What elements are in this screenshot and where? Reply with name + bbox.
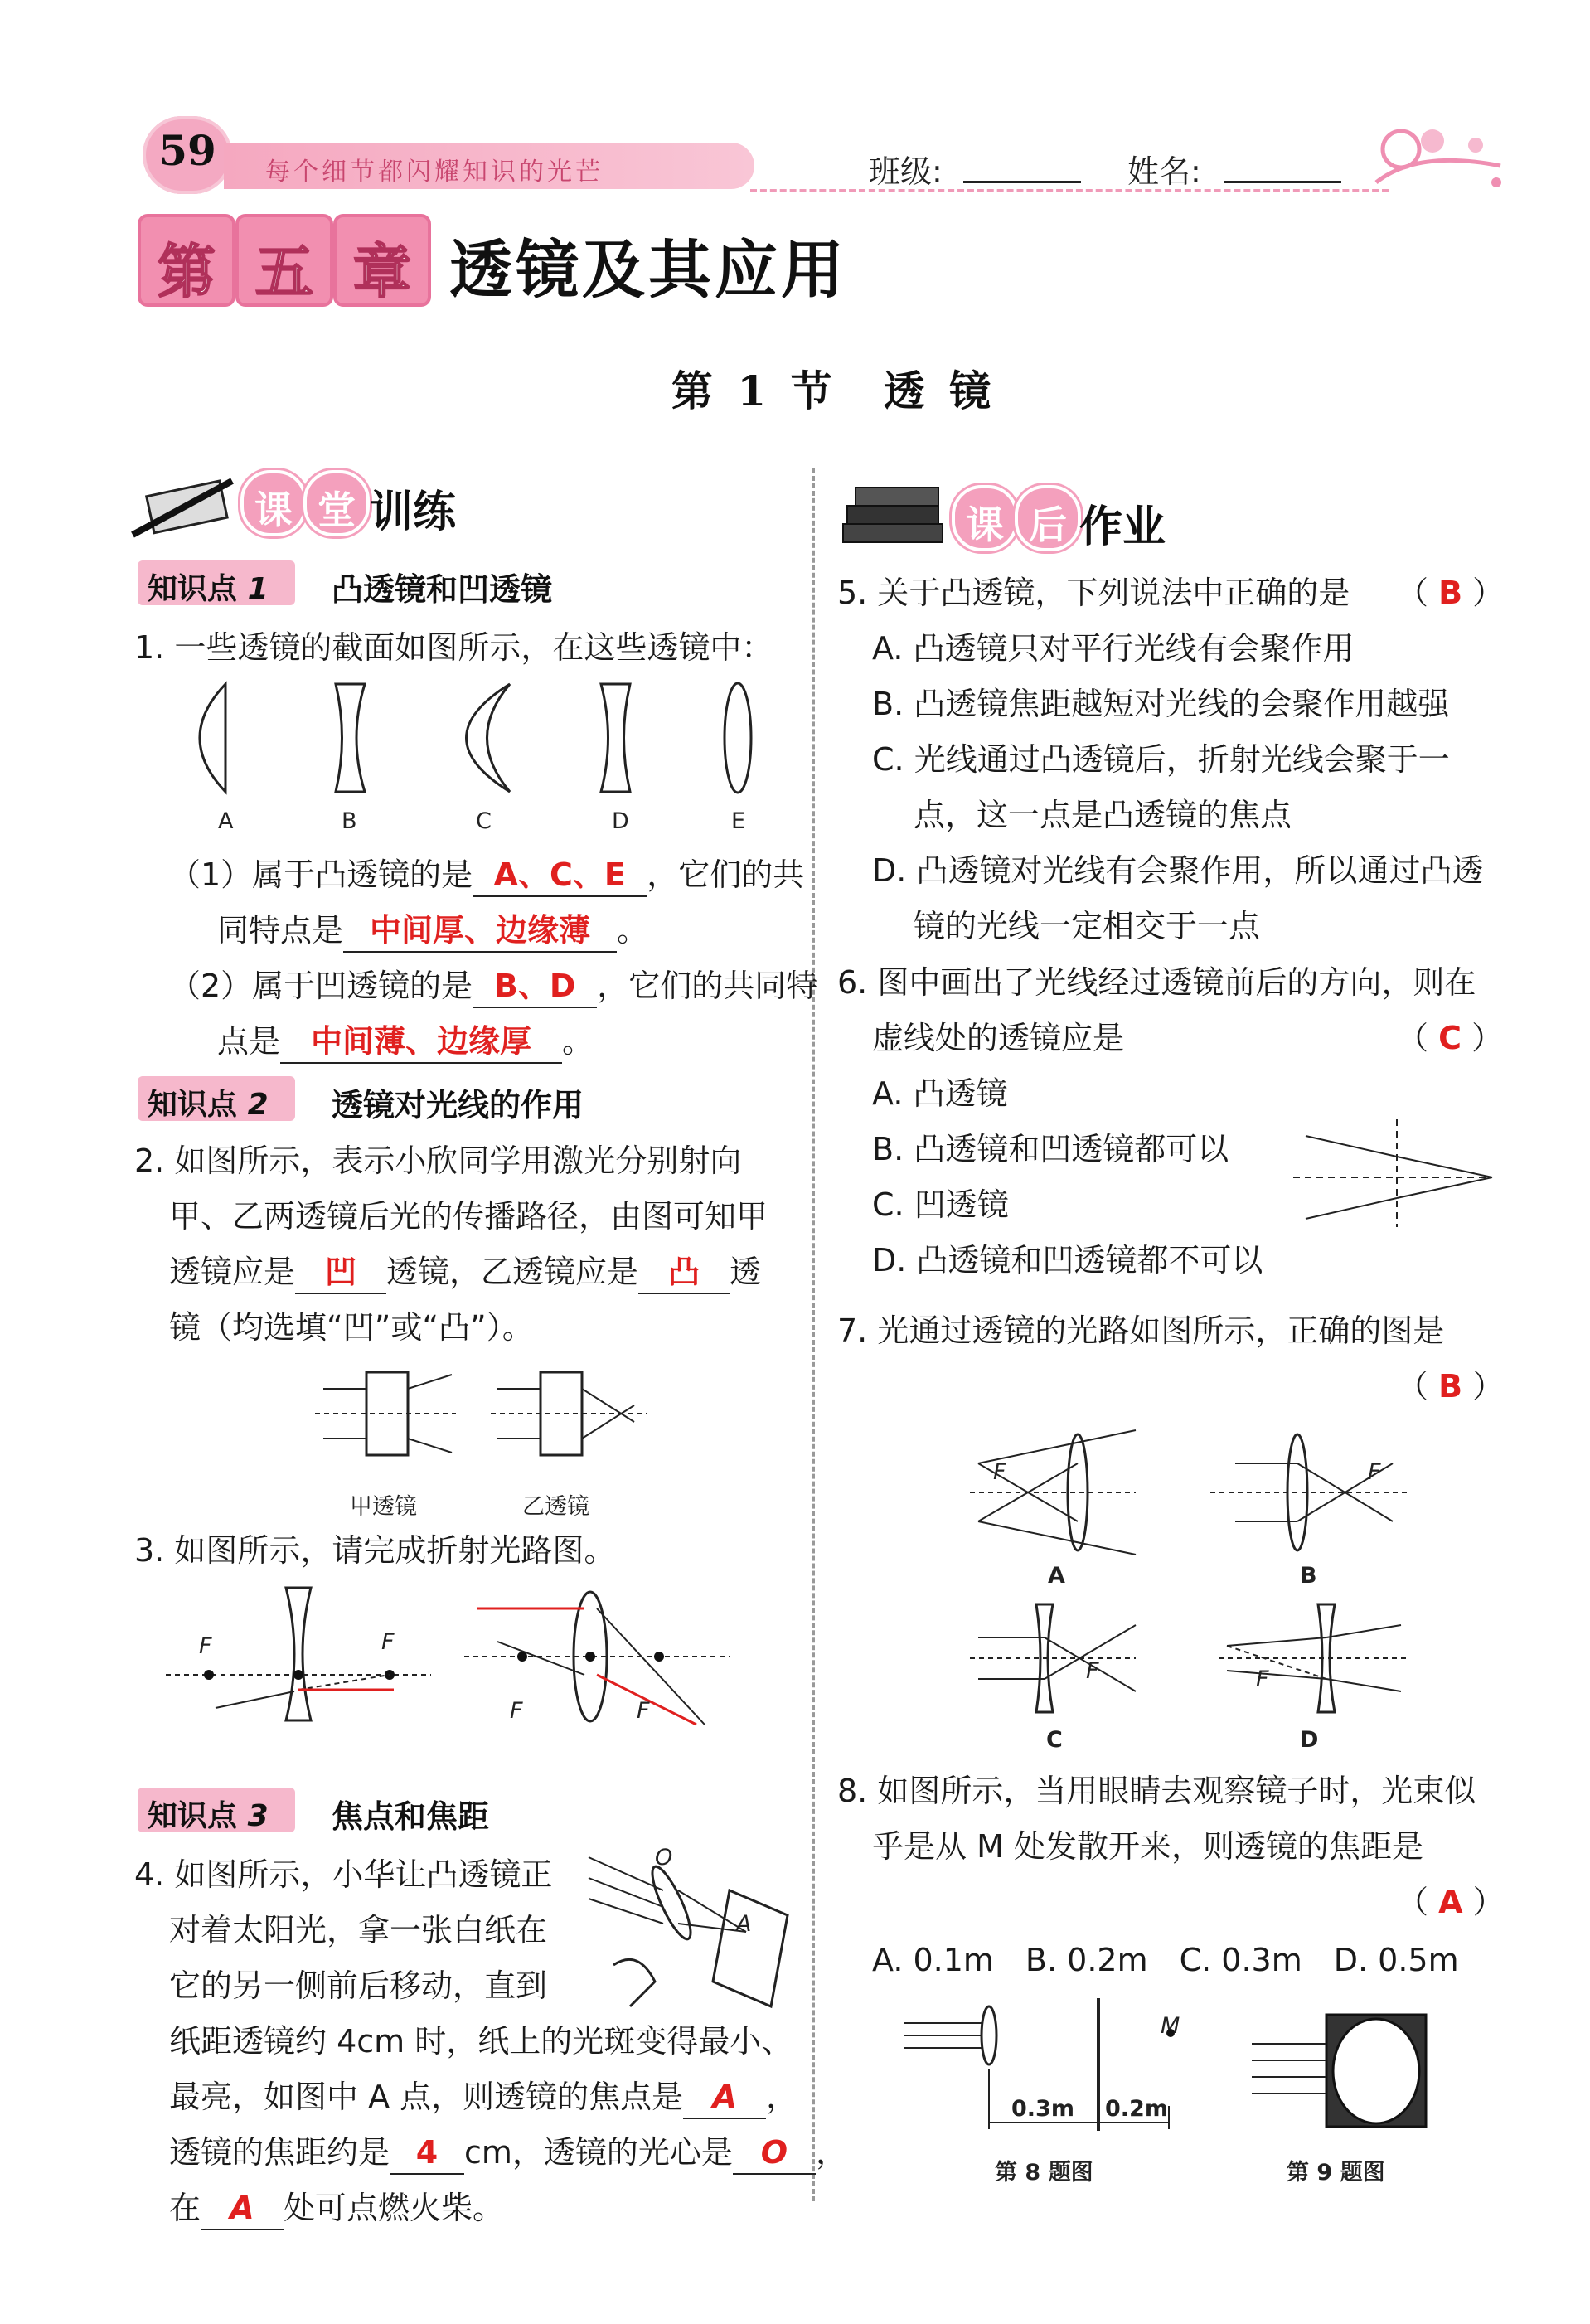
kp2-title: 透镜对光线的作用 (332, 1087, 584, 1123)
slogan-banner (224, 143, 754, 189)
q4-a-label: A (736, 1911, 752, 1937)
kp3-title: 焦点和焦距 (332, 1798, 490, 1835)
q6-line1: 6. 图中画出了光线经过透镜前后的方向，则在 (837, 964, 1476, 1001)
q1-label-e: E (731, 808, 746, 834)
heading-bubble-2: 堂 (303, 470, 370, 536)
q8-answer-bracket: （ A ） (1397, 1884, 1505, 1920)
q2-answer-yi[interactable]: 凸 (668, 1254, 700, 1290)
right-heading: 作业 (1079, 502, 1166, 552)
q8-caption: 第 8 题图 (995, 2160, 1093, 2186)
q1-part1-line1: （1）属于凸透镜的是 A、C、E ，它们的共 (169, 854, 804, 897)
q1-lens-figure (199, 680, 779, 813)
q1-answer-convex-feature[interactable]: 中间厚、边缘薄 (370, 912, 591, 949)
q3-f-label-3: F (510, 1698, 523, 1724)
section-title: 第 1 节 透 镜 (671, 366, 996, 415)
q5-option-a: A. 凸透镜只对平行光线有会聚作用 (872, 630, 1355, 667)
q3-stem: 3. 如图所示，请完成折射光路图。 (134, 1532, 616, 1569)
q4-line5: 最亮，如图中 A 点，则透镜的焦点是 A ， (169, 2076, 797, 2119)
q4-line1: 4. 如图所示，小华让凸透镜正 (134, 1856, 553, 1893)
q5-stem: 5. 关于凸透镜，下列说法中正确的是 (837, 575, 1350, 611)
q3-f-label-2: F (381, 1629, 395, 1655)
q2-line1: 2. 如图所示，表示小欣同学用激光分别射向 (134, 1143, 742, 1179)
q5-option-c-line2: 点，这一点是凸透镜的焦点 (914, 797, 1292, 833)
name-blank[interactable] (1224, 181, 1341, 183)
q5-answer-bracket: （ B ） (1397, 575, 1505, 611)
q1-answer-concave[interactable]: B、D (493, 968, 576, 1004)
q4-line7: 在 A 处可点燃火柴。 (169, 2187, 504, 2230)
left-heading: 训练 (370, 488, 457, 537)
q8-distance-2: 0.2m (1105, 2096, 1168, 2122)
q1-label-b: B (342, 808, 357, 834)
q2-answer-jia[interactable]: 凹 (325, 1254, 357, 1290)
q5-option-c-line1: C. 光线通过凸透镜后，折射光线会聚于一 (872, 741, 1450, 778)
hw-heading-bubble-2: 后 (1015, 485, 1081, 551)
q4-answer-optical-center[interactable]: O (760, 2134, 788, 2171)
q6-option-b: B. 凸透镜和凹透镜都可以 (872, 1131, 1229, 1167)
q8-line1: 8. 如图所示，当用眼睛去观察镜子时，光束似 (837, 1773, 1476, 1809)
q8-options: A. 0.1m B. 0.2m C. 0.3m D. 0.5m (872, 1942, 1459, 1978)
q7-b-f-label: F (1368, 1459, 1381, 1485)
kp3-tag: 知识点 3 (138, 1788, 295, 1832)
class-blank[interactable] (963, 181, 1081, 183)
q7-label-d[interactable]: D (1300, 1727, 1319, 1753)
q4-answer-focus[interactable]: A (712, 2079, 737, 2115)
q1-stem: 1. 一些透镜的截面如图所示，在这些透镜中： (134, 629, 773, 666)
chapter-char-1: 第 (138, 214, 235, 307)
q8-line2: 乎是从 M 处发散开来，则透镜的焦距是 (872, 1828, 1423, 1865)
q7-answer[interactable]: B (1438, 1368, 1463, 1405)
q1-answer-concave-feature[interactable]: 中间薄、边缘厚 (311, 1023, 532, 1060)
q7-label-c[interactable]: C (1046, 1727, 1063, 1753)
heading-bubble-1: 课 (240, 470, 307, 536)
q7-c-f-label: F (1086, 1658, 1099, 1684)
q5-option-d-line1: D. 凸透镜对光线有会聚作用，所以通过凸透 (872, 852, 1484, 889)
q4-line4: 纸距透镜约 4cm 时，纸上的光斑变得最小、 (169, 2023, 793, 2060)
class-label: 班级: (869, 153, 943, 190)
q6-option-c: C. 凹透镜 (872, 1186, 1009, 1223)
slogan-text: 每个细节都闪耀知识的光芒 (265, 158, 604, 187)
q8-distance-1: 0.3m (1011, 2096, 1074, 2122)
q5-option-b: B. 凸透镜焦距越短对光线的会聚作用越强 (872, 686, 1450, 722)
q8-m-label: M (1161, 2013, 1180, 2039)
column-divider (812, 468, 815, 2201)
q3-f-label-4: F (637, 1698, 650, 1724)
chapter-title: 透镜及其应用 (449, 233, 847, 307)
q2-caption-jia: 甲透镜 (350, 1494, 417, 1520)
q5-answer[interactable]: B (1438, 575, 1463, 611)
q4-sunlight-lens-figure (580, 1841, 796, 2015)
q7-options-figure (970, 1426, 1484, 1725)
q3-f-label-1: F (199, 1633, 212, 1659)
q1-part2-line1: （2）属于凹透镜的是 B、D ，它们的共同特 (169, 965, 817, 1008)
q2-line4: 镜（均选填“凹”或“凸”）。 (169, 1309, 534, 1346)
q4-o-label: O (655, 1845, 673, 1870)
kp2-tag: 知识点 2 (138, 1076, 295, 1121)
q6-option-d: D. 凸透镜和凹透镜都不可以 (872, 1242, 1263, 1278)
kp1-title: 凸透镜和凹透镜 (332, 571, 553, 608)
q1-part1-line2: 同特点是 中间厚、边缘薄 。 (217, 910, 648, 953)
notebook-pencil-icon (133, 464, 240, 539)
q7-stem: 7. 光通过透镜的光路如图所示，正确的图是 (837, 1312, 1445, 1349)
q6-answer-bracket: （ C ） (1397, 1020, 1504, 1056)
q6-option-a: A. 凸透镜 (872, 1075, 1008, 1112)
q7-label-a[interactable]: A (1048, 1563, 1065, 1589)
books-icon (839, 473, 955, 547)
flower-ornament-icon (1368, 116, 1509, 199)
q4-line2: 对着太阳光，拿一张白纸在 (169, 1912, 548, 1948)
q1-part2-line2: 点是 中间薄、边缘厚 。 (217, 1021, 594, 1064)
q1-label-c: C (476, 808, 492, 834)
q1-label-a: A (218, 808, 234, 834)
q2-lens-figure (315, 1360, 663, 1468)
q2-caption-yi: 乙透镜 (522, 1494, 589, 1520)
q7-d-f-label: F (1256, 1667, 1269, 1692)
hw-heading-bubble-1: 课 (952, 485, 1018, 551)
kp1-tag: 知识点 1 (138, 560, 295, 605)
q2-line3: 透镜应是 凹 透镜，乙透镜应是 凸 透 (169, 1251, 761, 1294)
q4-line3: 它的另一侧前后移动，直到 (169, 1967, 548, 2004)
q2-line2: 甲、乙两透镜后光的传播路径，由图可知甲 (169, 1198, 768, 1235)
name-label: 姓名: (1127, 153, 1201, 190)
chapter-char-3: 章 (333, 214, 431, 307)
q7-label-b[interactable]: B (1300, 1563, 1317, 1589)
q5-option-d-line2: 镜的光线一定相交于一点 (914, 908, 1261, 944)
q8-answer[interactable]: A (1438, 1884, 1463, 1920)
page-number-badge (143, 116, 232, 194)
q7-answer-bracket: （ B ） (1397, 1368, 1505, 1405)
q4-answer-ignite[interactable]: A (230, 2190, 254, 2226)
q4-answer-focal-length[interactable]: 4 (415, 2134, 439, 2171)
q9-caption: 第 9 题图 (1287, 2160, 1385, 2186)
q6-answer[interactable]: C (1438, 1020, 1462, 1056)
q7-a-f-label: F (993, 1459, 1006, 1485)
q4-line6: 透镜的焦距约是 4 cm，透镜的光心是 O ， (169, 2132, 847, 2175)
q6-line2: 虚线处的透镜应是 (872, 1020, 1125, 1056)
page-number: 59 (158, 126, 216, 175)
chapter-char-2: 五 (235, 214, 333, 307)
q1-label-d: D (612, 808, 629, 834)
q6-ray-figure (1293, 1119, 1500, 1227)
q1-answer-convex[interactable]: A、C、E (493, 856, 626, 893)
header-dashed-line (750, 189, 1389, 192)
